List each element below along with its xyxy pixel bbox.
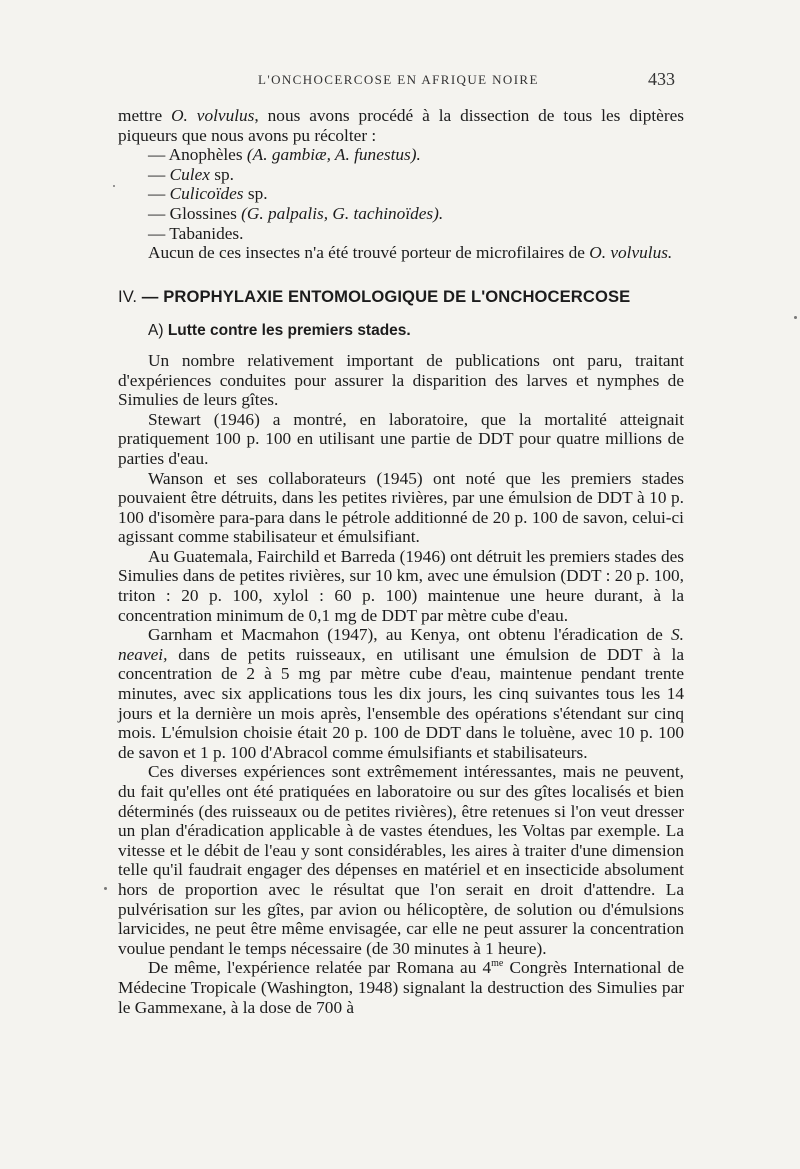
paragraph: Au Guatemala, Fairchild et Barreda (1946) ont détruit les premiers stades des Simulies dans de petites rivières, sur 10 km, avec une émulsion (DDT : 20 p. 100, triton : 20 p. 100, xylol : 60 p. 100) maintenue une heure durant, à la concentration minimum de 0,1 mg de DDT par mètre cube d'eau. xyxy=(118,546,684,625)
list-item: — Culex sp. xyxy=(148,164,234,184)
species-name: O. volvulus. xyxy=(589,243,673,263)
intro-paragraph: mettre O. volvulus, nous avons procédé à la dissection de tous les diptères piqueurs que nous avons pu récolter : xyxy=(118,106,684,145)
insect-list xyxy=(118,145,684,243)
list-item: — Anophèles (A. gambiæ, A. funestus). xyxy=(148,145,421,165)
paragraph: Stewart (1946) a montré, en laboratoire, que la mortalité atteignait pratiquement 100 p. 100 en utilisant une partie de DDT pour quatre millions de parties d'eau. xyxy=(118,409,684,468)
species-name: O. volvulus xyxy=(171,106,255,125)
page-number: 433 xyxy=(648,69,675,89)
paragraph: Garnham et Macmahon (1947), au Kenya, ont obtenu l'éradication de S. neavei, dans de petits ruisseaux, en utilisant une émulsion de DDT à la concentration de 2 à 5 mg par mètre cube d'eau, maintenue pendant trente minutes, avec six applications tous les dix jours, les cinq suivantes tous les 14 jours et la dernière un mois après, l'ensemble des opérations s'étendant sur cinq mois. L'émulsion choisie était 20 p. 100 de DDT dans le toluène, avec 10 p. 100 de savon et 1 p. 100 d'Abracol comme émulsifiants et stabilisateurs. xyxy=(118,625,684,762)
running-title: L'ONCHOCERCOSE EN AFRIQUE NOIRE xyxy=(258,72,539,87)
paper-speck xyxy=(104,887,107,890)
paragraph: Wanson et ses collaborateurs (1945) ont noté que les premiers stades pouvaient être détruits, dans les petites rivières, par une émulsion de DDT à 10 p. 100 d'isomère para-para dans le pétrole additionné de 20 p. 100 de savon, celui-ci agissant comme stabilisateur et émulsifiant. xyxy=(118,468,684,547)
paper-speck xyxy=(113,185,115,187)
species-name: S. neavei, xyxy=(118,625,684,664)
list-item: — Tabanides. xyxy=(148,223,244,243)
section-heading: IV. — PROPHYLAXIE ENTOMOLOGIQUE DE L'ONCHOCERCOSE xyxy=(118,286,631,306)
body-text xyxy=(118,106,684,1017)
running-head xyxy=(0,69,800,94)
paragraph: Ces diverses expériences sont extrêmement intéressantes, mais ne peuvent, du fait qu'elles ont été pratiquées en laboratoire ou sur des gîtes localisés et bien déterminés (des ruisseaux ou de petites rivières), être retenues si l'on veut dresser un plan d'éradication applicable à de vastes étendues, les Voltas par exemple. La vitesse et le débit de l'eau y sont considérables, les aires à traiter d'une dimension telle qu'il faudrait engager des dépenses en matériel et en insecticide absolument hors de proportion avec le résultat que l'on serait en droit d'attendre. La pulvérisation sur les gîtes, par avion ou hélicoptère, de solution ou d'émulsions larvicides, ne peut être même envisagée, car elle ne peut assurer la concentration voulue pendant le temps nécessaire (de 30 minutes à 1 heure). xyxy=(118,762,684,958)
conclusion-paragraph: Aucun de ces insectes n'a été trouvé porteur de microfilaires de O. volvulus. xyxy=(148,243,673,263)
paper-speck xyxy=(794,316,797,319)
list-item: — Glossines (G. palpalis, G. tachinoïdes). xyxy=(148,203,444,223)
paragraph: Un nombre relativement important de publications ont paru, traitant d'expériences conduites pour assurer la disparition des larves et nymphes de Simulies de leurs gîtes. xyxy=(118,350,684,410)
subsection-heading: A) Lutte contre les premiers stades. xyxy=(148,322,411,340)
list-item: — Culicoïdes sp. xyxy=(148,184,268,204)
paragraph: De même, l'expérience relatée par Romana au $4^{me}$ Congrès International de Médecine Tropicale (Washington, 1948) signalant la destruction des Simulies par le Gammexane, à la dose de 700 à xyxy=(118,958,684,1017)
